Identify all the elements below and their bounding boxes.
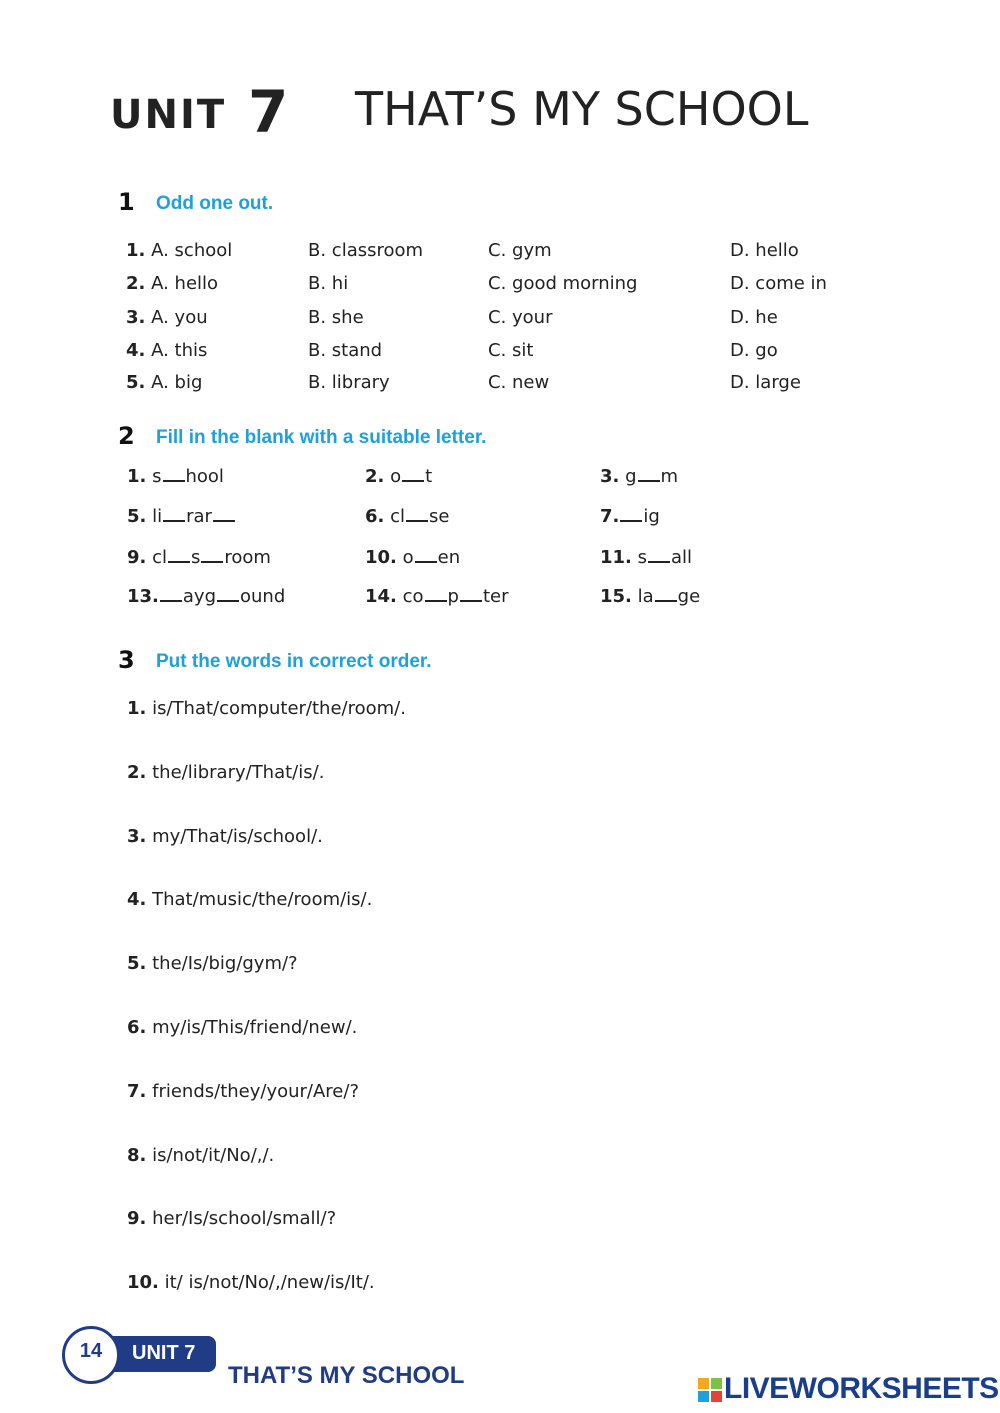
word-fragment: room [224, 547, 271, 568]
fill-blank-item [600, 466, 678, 487]
word-fragment: g [625, 466, 637, 487]
scrambled-words: friends/they/your/Are/? [152, 1081, 360, 1102]
option-c: C. sit [488, 340, 534, 361]
fill-blank-item [127, 506, 236, 527]
reorder-item [127, 1017, 357, 1038]
option-b: B. library [308, 372, 390, 393]
reorder-item [127, 1208, 336, 1229]
item-number: 2. [365, 466, 385, 487]
page-number: 14 [79, 1340, 103, 1362]
reorder-item [127, 1272, 375, 1293]
scrambled-words: it/ is/not/No/,/new/is/It/. [164, 1272, 375, 1293]
fill-blank-item [127, 466, 224, 487]
blank-line [460, 586, 482, 602]
section-1-number: 1 [118, 188, 135, 216]
reorder-item [127, 1081, 359, 1102]
liveworksheets-brand: LIVEWORKSHEETS [724, 1372, 999, 1405]
unit-badge-label: UNIT 7 [132, 1342, 196, 1364]
scrambled-words: the/Is/big/gym/? [152, 953, 298, 974]
word-fragment: ig [643, 506, 660, 527]
option-c: C. new [488, 372, 550, 393]
word-fragment: ge [677, 586, 701, 607]
blank-line [201, 547, 223, 563]
word-fragment: s [637, 547, 648, 568]
item-number: 3. [127, 826, 147, 847]
word-fragment: ayg [182, 586, 216, 607]
option-b: B. she [308, 307, 364, 328]
item-number: 5. [127, 506, 147, 527]
word-fragment: rar [186, 506, 212, 527]
option-d: D. large [730, 372, 801, 393]
item-number: 4. [126, 340, 146, 361]
item-number: 10. [365, 547, 397, 568]
option-d: D. hello [730, 240, 799, 261]
word-fragment: la [637, 586, 654, 607]
odd-one-out-row-4 [126, 340, 207, 361]
option-d: D. he [730, 307, 778, 328]
option-b: B. stand [308, 340, 383, 361]
blank-line [163, 506, 185, 522]
item-number: 10. [127, 1272, 159, 1293]
fill-blank-item [365, 586, 509, 607]
fill-blank-item [600, 506, 660, 527]
option-a: A. hello [151, 273, 219, 294]
scrambled-words: the/library/That/is/. [152, 762, 325, 783]
item-number: 15. [600, 586, 632, 607]
option-a: A. this [151, 340, 208, 361]
fill-blank-item [600, 547, 692, 568]
item-number: 3. [600, 466, 620, 487]
blank-line [163, 466, 185, 482]
word-fragment: p [447, 586, 459, 607]
word-fragment: en [437, 547, 461, 568]
word-fragment: o [390, 466, 402, 487]
reorder-item [127, 762, 324, 783]
word-fragment: cl [152, 547, 168, 568]
word-fragment: o [402, 547, 414, 568]
fill-blank-item [365, 506, 449, 527]
option-b: B. hi [308, 273, 349, 294]
blank-line [620, 506, 642, 522]
fill-blank-item [127, 586, 285, 607]
odd-one-out-row-5 [126, 372, 202, 393]
fill-blank-item [365, 466, 432, 487]
item-number: 9. [127, 547, 147, 568]
unit-number: 7 [248, 78, 289, 146]
option-c: C. your [488, 307, 553, 328]
blank-line [415, 547, 437, 563]
word-fragment: all [671, 547, 693, 568]
option-a: A. school [151, 240, 233, 261]
word-fragment: cl [390, 506, 406, 527]
item-number: 9. [127, 1208, 147, 1229]
item-number: 7. [600, 506, 620, 527]
section-3-number: 3 [118, 646, 135, 674]
blank-line [655, 586, 677, 602]
option-b: B. classroom [308, 240, 424, 261]
word-fragment: hool [185, 466, 224, 487]
item-number: 11. [600, 547, 632, 568]
blank-line [217, 586, 239, 602]
item-number: 5. [127, 953, 147, 974]
option-c: C. good morning [488, 273, 638, 294]
fill-blank-item [365, 547, 460, 568]
word-fragment: s [191, 547, 201, 568]
fill-blank-item [600, 586, 700, 607]
option-a: A. you [151, 307, 208, 328]
odd-one-out-row-3 [126, 307, 208, 328]
item-number: 2. [127, 762, 147, 783]
item-number: 6. [127, 1017, 147, 1038]
item-number: 4. [127, 889, 147, 910]
blank-line [648, 547, 670, 563]
liveworksheets-logo-icon [698, 1378, 722, 1402]
reorder-item [127, 889, 372, 910]
blank-line [402, 466, 424, 482]
item-number: 13. [127, 586, 159, 607]
option-a: A. big [151, 372, 203, 393]
scrambled-words: her/Is/school/small/? [152, 1208, 337, 1229]
fill-blank-item [127, 547, 271, 568]
item-number: 5. [126, 372, 146, 393]
item-number: 1. [126, 240, 146, 261]
section-3-title: Put the words in correct order. [156, 651, 432, 672]
item-number: 3. [126, 307, 146, 328]
section-1-title: Odd one out. [156, 193, 274, 214]
item-number: 2. [126, 273, 146, 294]
word-fragment: t [425, 466, 433, 487]
odd-one-out-row-2 [126, 273, 218, 294]
page-title: THAT’S MY SCHOOL [355, 82, 809, 136]
word-fragment: co [402, 586, 424, 607]
word-fragment: ound [240, 586, 286, 607]
blank-line [213, 506, 235, 522]
item-number: 1. [127, 698, 147, 719]
unit-label: UNIT [110, 92, 227, 138]
section-2-number: 2 [118, 422, 135, 450]
footer-title: THAT’S MY SCHOOL [228, 1362, 465, 1389]
blank-line [425, 586, 447, 602]
scrambled-words: is/That/computer/the/room/. [152, 698, 406, 719]
reorder-item [127, 1145, 274, 1166]
item-number: 1. [127, 466, 147, 487]
item-number: 14. [365, 586, 397, 607]
word-fragment: ter [482, 586, 509, 607]
item-number: 8. [127, 1145, 147, 1166]
odd-one-out-row-1 [126, 240, 232, 261]
option-d: D. go [730, 340, 778, 361]
blank-line [638, 466, 660, 482]
word-fragment: m [660, 466, 679, 487]
scrambled-words: is/not/it/No/,/. [152, 1145, 275, 1166]
section-2-title: Fill in the blank with a suitable letter. [156, 427, 487, 448]
word-fragment: li [152, 506, 163, 527]
item-number: 7. [127, 1081, 147, 1102]
blank-line [406, 506, 428, 522]
scrambled-words: my/is/This/friend/new/. [152, 1017, 358, 1038]
scrambled-words: my/That/is/school/. [152, 826, 323, 847]
option-c: C. gym [488, 240, 552, 261]
option-d: D. come in [730, 273, 827, 294]
item-number: 6. [365, 506, 385, 527]
word-fragment: s [152, 466, 162, 487]
word-fragment: se [429, 506, 450, 527]
reorder-item [127, 953, 298, 974]
scrambled-words: That/music/the/room/is/. [152, 889, 373, 910]
reorder-item [127, 698, 406, 719]
blank-line [168, 547, 190, 563]
blank-line [160, 586, 182, 602]
reorder-item [127, 826, 323, 847]
